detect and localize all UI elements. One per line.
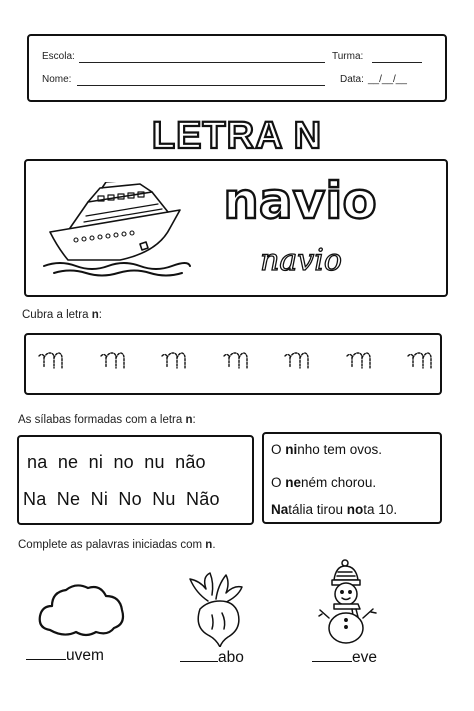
school-field[interactable] xyxy=(79,62,325,63)
complete-instruction: Complete as palavras iniciadas com n. xyxy=(18,539,216,551)
answer-blank-3[interactable] xyxy=(312,660,352,662)
trace-letter-n[interactable] xyxy=(345,348,371,374)
class-field[interactable] xyxy=(372,62,422,63)
sentence-1: O ninho tem ovos. xyxy=(271,442,383,457)
answer-blank-2[interactable] xyxy=(180,660,218,662)
trace-letter-n[interactable] xyxy=(283,348,309,374)
sentence-3: Natália tirou nota 10. xyxy=(271,502,398,517)
name-label: Nome: xyxy=(42,74,72,85)
complete-word-2: abo xyxy=(180,649,244,667)
page-title xyxy=(0,110,474,156)
trace-letter-n[interactable] xyxy=(37,348,63,374)
cloud-icon xyxy=(36,578,128,640)
header-box xyxy=(27,34,447,102)
turnip-icon xyxy=(186,571,248,647)
snowman-icon xyxy=(318,558,380,646)
ship-illustration xyxy=(40,182,192,278)
syllables-instruction: As sílabas formadas com a letra n: xyxy=(18,414,196,426)
name-field[interactable] xyxy=(77,85,325,86)
date-field[interactable]: __/__/__ xyxy=(368,74,407,85)
class-label: Turma: xyxy=(332,51,364,62)
trace-letter-n[interactable] xyxy=(160,348,186,374)
trace-letter-n[interactable] xyxy=(222,348,248,374)
trace-instruction: Cubra a letra n: xyxy=(22,309,102,321)
syllables-box xyxy=(17,435,254,525)
syllables-uppercase: Na Ne Ni No Nu Não xyxy=(23,489,220,509)
featured-word-cursive xyxy=(236,240,366,280)
trace-letter-n[interactable] xyxy=(406,348,432,374)
complete-word-3: eve xyxy=(312,649,377,667)
date-label: Data: xyxy=(340,74,364,85)
trace-letter-n[interactable] xyxy=(99,348,125,374)
page-title-text: LETRA N xyxy=(151,115,323,156)
svg-text:navio: navio xyxy=(260,243,342,278)
complete-word-1: uvem xyxy=(26,647,104,665)
sentence-2: O neném chorou. xyxy=(271,475,377,490)
featured-word-print xyxy=(220,168,380,232)
answer-blank-1[interactable] xyxy=(26,658,66,660)
syllables-lowercase: na ne ni no nu não xyxy=(27,452,206,472)
school-label: Escola: xyxy=(42,51,75,62)
svg-text:navio: navio xyxy=(223,172,377,230)
